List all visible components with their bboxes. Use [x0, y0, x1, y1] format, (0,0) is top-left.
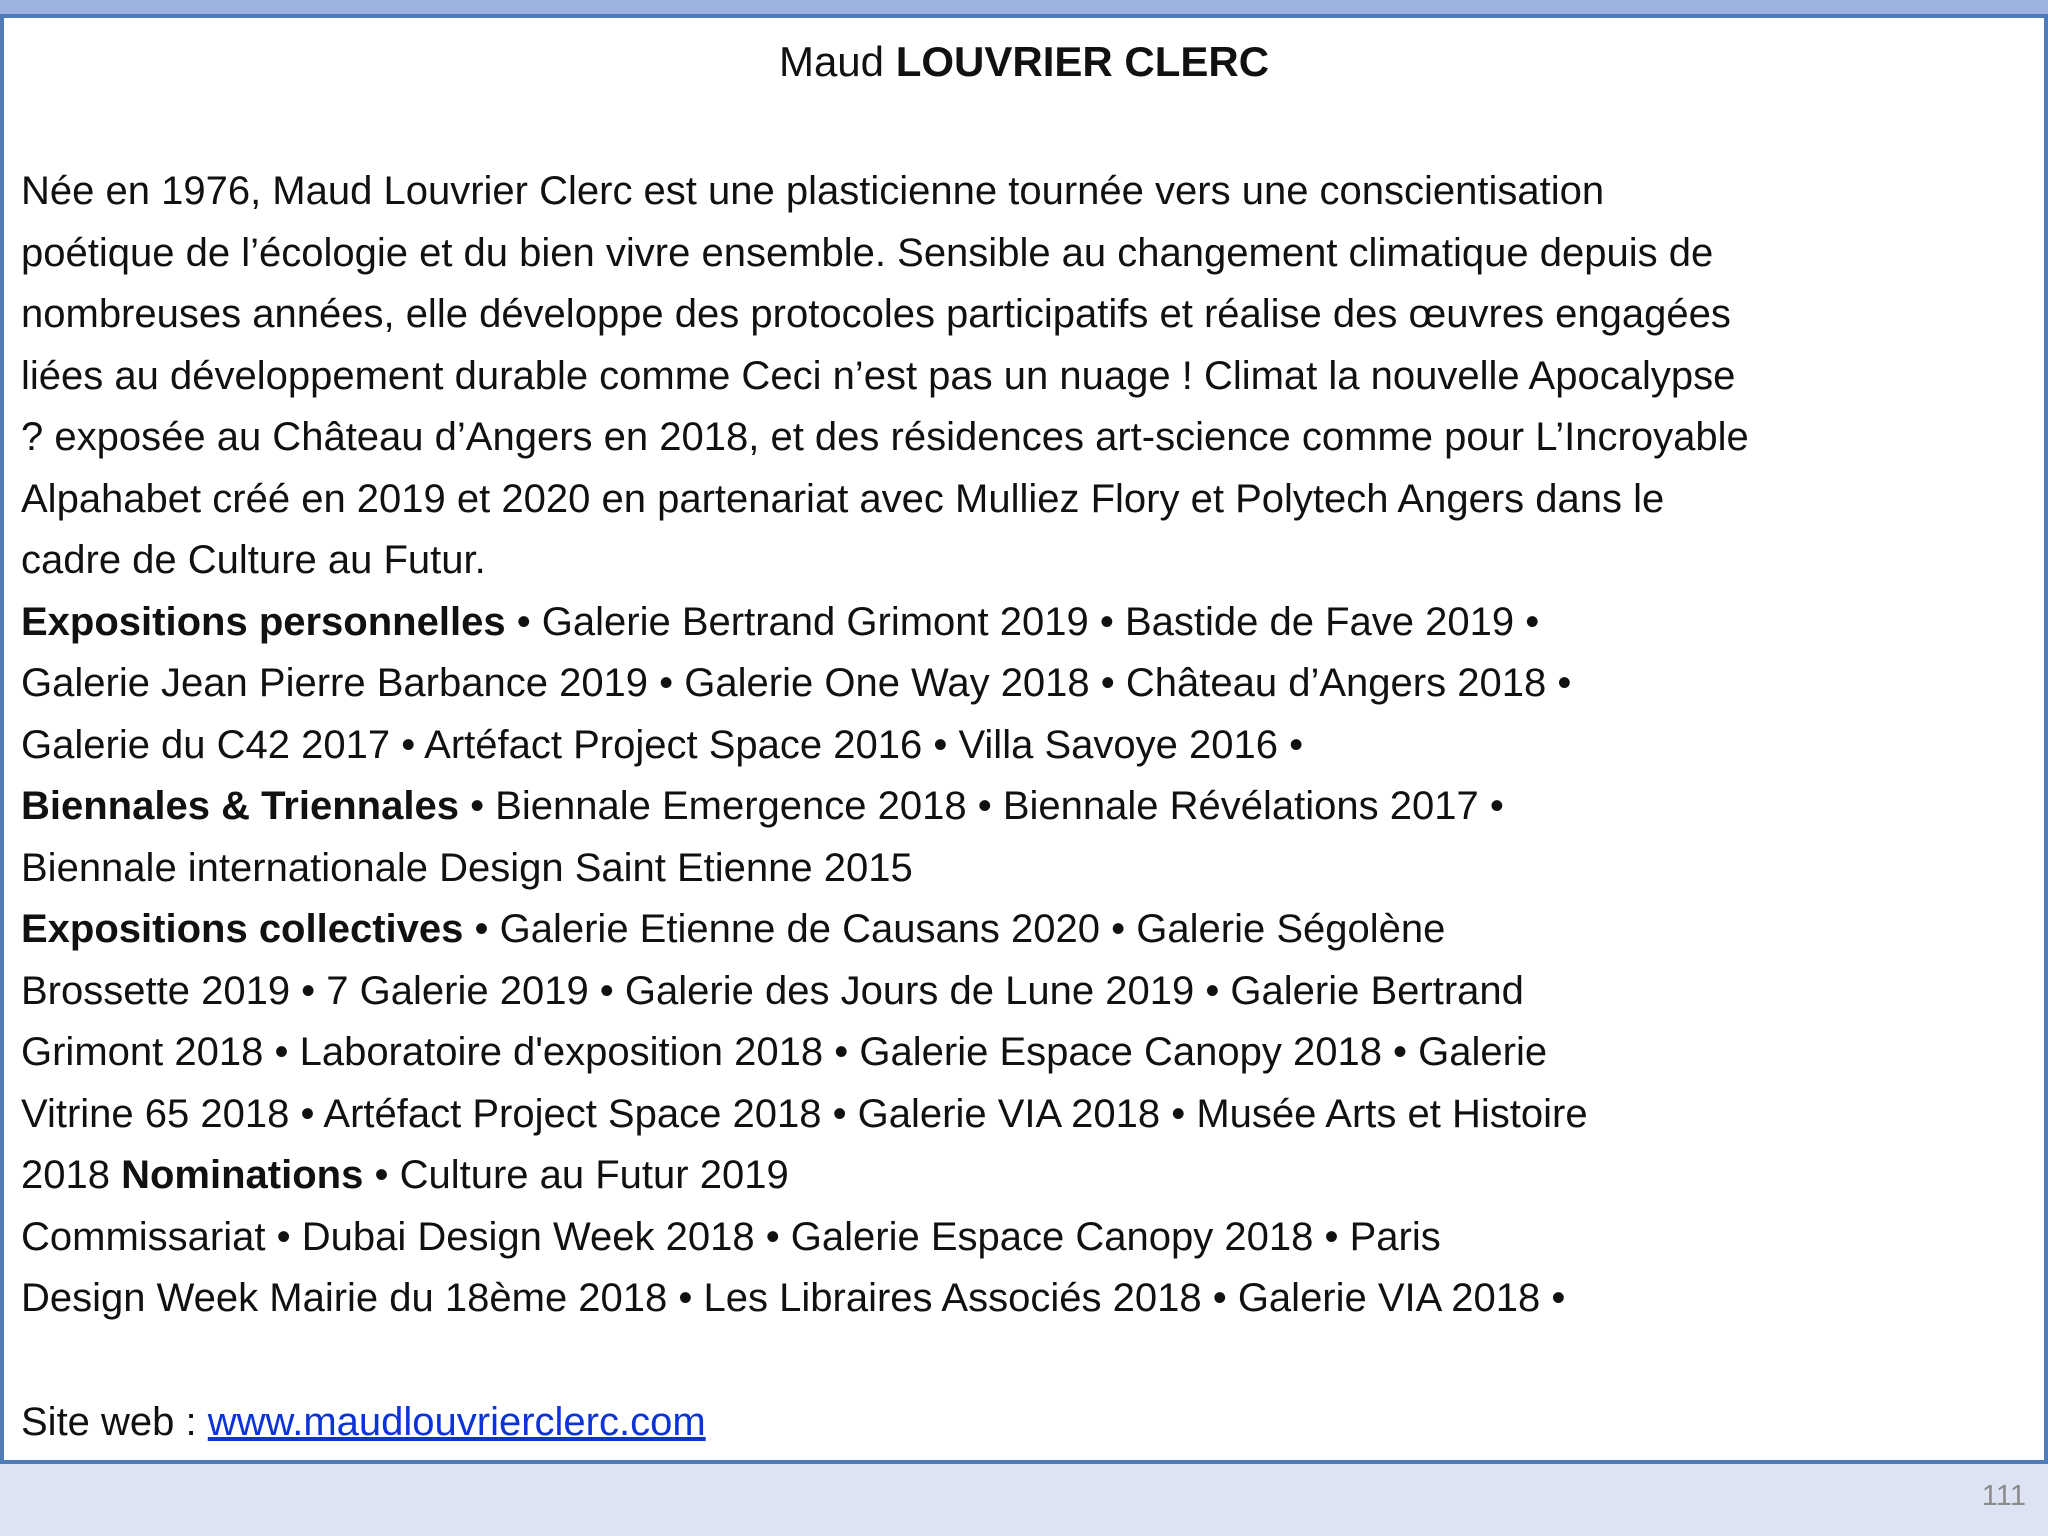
solo-exhibitions-continued: Galerie Jean Pierre Barbance 2019 • Galerie One Way 2018 • Château d’Angers 2018 •: [21, 661, 1572, 705]
bio-line: poétique de l’écologie et du bien vivre ensemble. Sensible au changement climatique depuis de: [21, 230, 1714, 275]
nominations-list: • Culture au Futur 2019: [363, 1153, 789, 1197]
bio-line: liées au développement durable comme Ceci n’est pas un nuage ! Climat la nouvelle Apocalypse: [21, 353, 1736, 398]
top-strip: [0, 0, 2048, 14]
slide-panel: [0, 14, 2048, 1464]
group-exhibitions-continued: Grimont 2018 • Laboratoire d'exposition 2018 • Galerie Espace Canopy 2018 • Galerie: [21, 1030, 1548, 1074]
bio-line: nombreuses années, elle développe des protocoles participatifs et réalise des œuvres engagées: [21, 292, 1731, 336]
nominations-prefix: 2018: [21, 1153, 122, 1197]
group-exhibitions-continued: Vitrine 65 2018 • Artéfact Project Space 2018 • Galerie VIA 2018 • Musée Arts et Histoire: [21, 1091, 1588, 1136]
solo-exhibitions-line: [21, 592, 2031, 654]
biennials-continued: Biennale internationale Design Saint Etienne 2015: [21, 845, 913, 890]
group-exhibitions-continued: Brossette 2019 • 7 Galerie 2019 • Galerie des Jours de Lune 2019 • Galerie Bertrand: [21, 968, 1524, 1013]
group-exhibitions-line: [21, 899, 2031, 961]
artist-first-name: Maud: [778, 38, 885, 85]
group-exhibitions-label: Expositions collectives: [21, 907, 464, 951]
artist-name-heading: [4, 36, 2044, 88]
artist-biography: [21, 161, 2031, 1330]
website-line: [21, 1396, 706, 1448]
biennials-list: • Biennale Emergence 2018 • Biennale Révélations 2017 •: [458, 784, 1504, 828]
biennials-label: Biennales & Triennales: [21, 784, 459, 828]
solo-exhibitions-list: • Galerie Bertrand Grimont 2019 • Bastide de Fave 2019 •: [505, 599, 1540, 644]
curation-continued: Design Week Mairie du 18ème 2018 • Les Libraires Associés 2018 • Galerie VIA 2018 •: [21, 1276, 1566, 1320]
website-link[interactable]: www.maudlouvrierclerc.com: [207, 1400, 706, 1444]
nominations-label: Nominations: [121, 1153, 364, 1197]
solo-exhibitions-continued: Galerie du C42 2017 • Artéfact Project Space 2016 • Villa Savoye 2016 •: [21, 722, 1304, 767]
curation-line: Commissariat • Dubai Design Week 2018 • Galerie Espace Canopy 2018 • Paris: [21, 1214, 1441, 1259]
bio-line: Née en 1976, Maud Louvrier Clerc est une plasticienne tournée vers une conscientisation: [21, 169, 1605, 213]
bio-line: cadre de Culture au Futur.: [21, 538, 486, 582]
page-number: 111: [1981, 1480, 2026, 1512]
bio-line: Alpahabet créé en 2019 et 2020 en partenariat avec Mulliez Flory et Polytech Angers dans le: [21, 476, 1665, 521]
website-label: Site web :: [21, 1400, 208, 1444]
bio-line: ? exposée au Château d’Angers en 2018, et des résidences art-science comme pour L’Incroyable: [21, 415, 1749, 459]
artist-last-name: LOUVRIER CLERC: [895, 38, 1270, 85]
solo-exhibitions-label: Expositions personnelles: [21, 599, 506, 644]
biennials-line: [21, 776, 2031, 838]
group-exhibitions-list: • Galerie Etienne de Causans 2020 • Galerie Ségolène: [463, 907, 1446, 951]
nominations-line: [21, 1145, 2031, 1207]
